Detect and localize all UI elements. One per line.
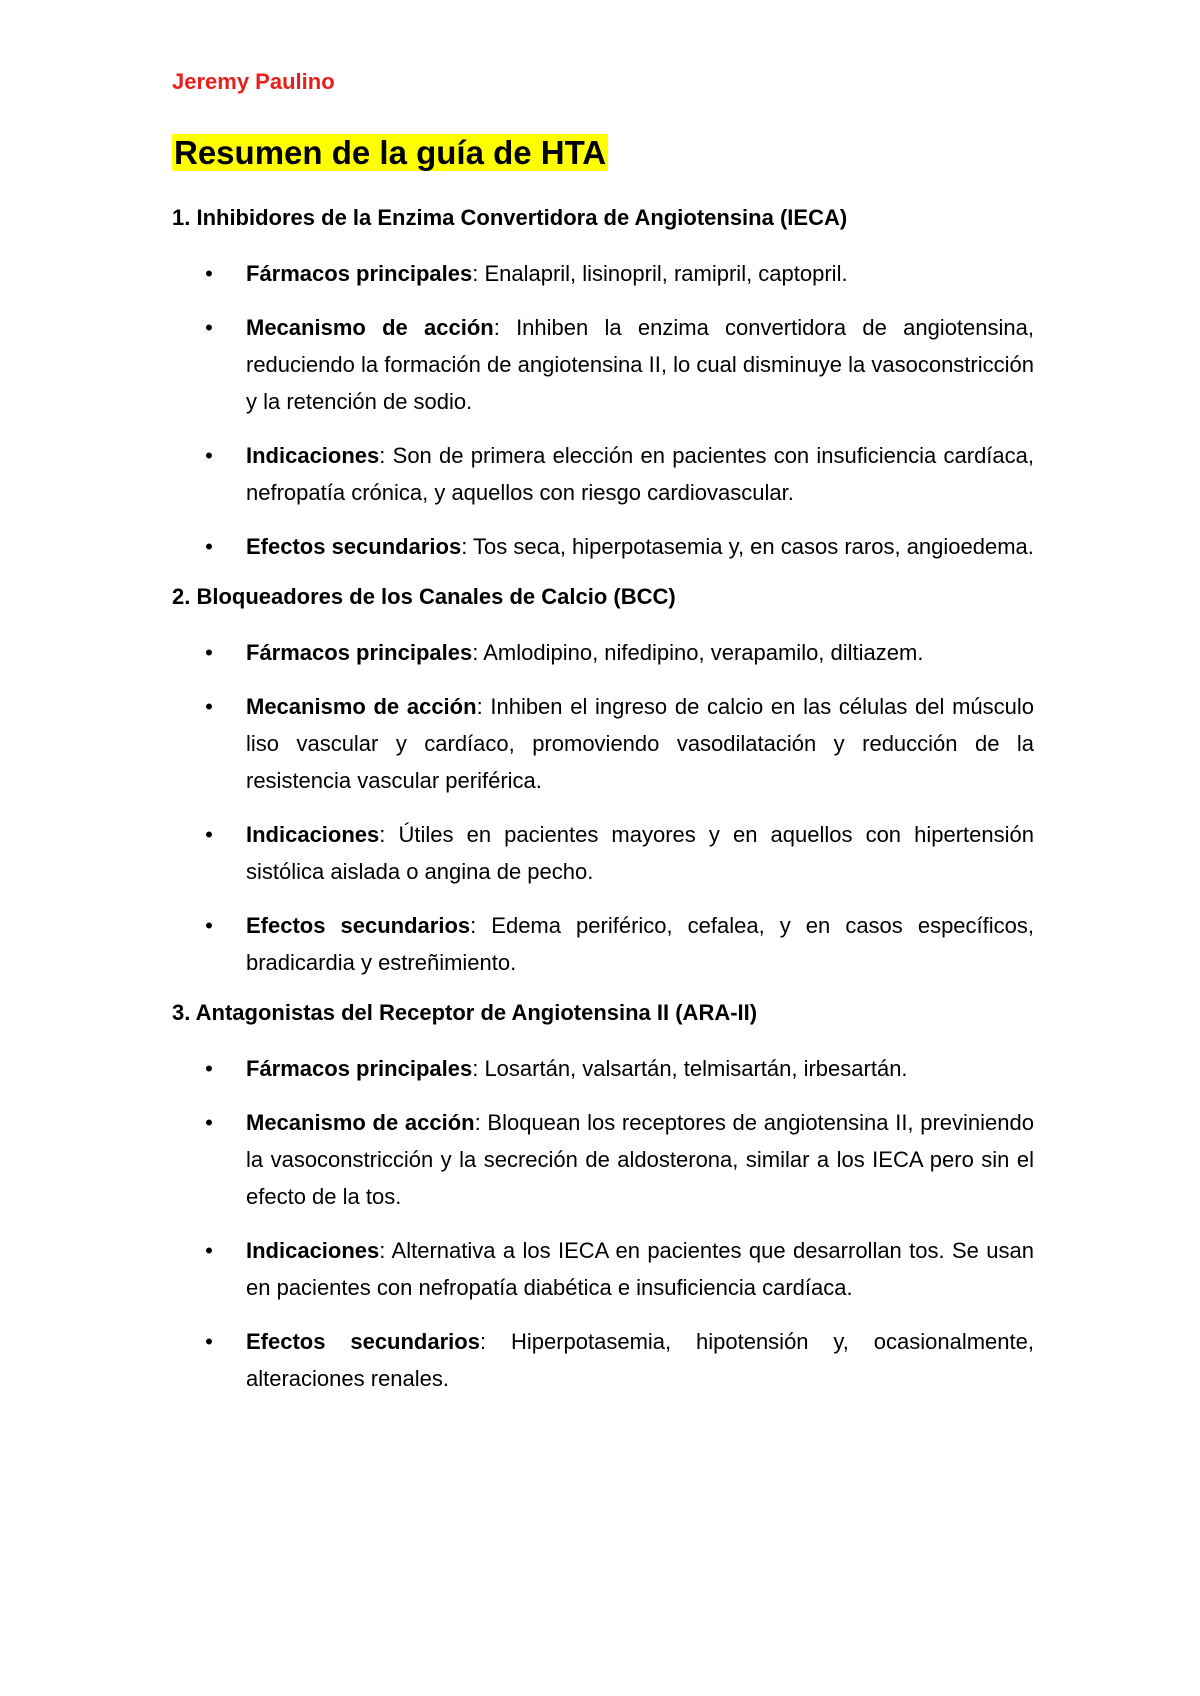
bullet-icon: • — [205, 534, 213, 559]
section-ara-ii — [172, 998, 1034, 1397]
list-item — [172, 1104, 1034, 1215]
bullet-icon: • — [205, 640, 213, 665]
section-heading: 2. Bloqueadores de los Canales de Calcio (BCC) — [172, 584, 676, 609]
item-text: : Bloquean los receptores de angiotensina II, previniendo la vasoconstricción y la secreción de aldosterona, similar a los IECA pero sin el efecto de la tos. — [246, 1110, 1034, 1209]
item-label: Indicaciones — [246, 822, 380, 847]
list-item — [172, 1050, 1034, 1087]
item-label: Efectos secundarios — [246, 1329, 480, 1354]
document-title — [172, 132, 1034, 181]
list-item — [172, 634, 1034, 671]
item-text: : Edema periférico, cefalea, y en casos específicos, bradicardia y estreñimiento. — [246, 913, 1035, 975]
bullet-list — [172, 1050, 1034, 1397]
section-heading: 3. Antagonistas del Receptor de Angiotensina II (ARA-II) — [172, 1000, 758, 1025]
list-item — [172, 1323, 1034, 1397]
item-label: Mecanismo de acción — [246, 694, 477, 719]
list-item — [172, 309, 1034, 420]
item-label: Efectos secundarios — [246, 534, 462, 559]
section-heading: 1. Inhibidores de la Enzima Convertidora de Angiotensina (IECA) — [172, 205, 848, 230]
item-label: Mecanismo de acción — [246, 1110, 475, 1135]
author-name: Jeremy Paulino — [172, 69, 335, 94]
bullet-icon: • — [205, 1056, 213, 1081]
list-item — [172, 816, 1034, 890]
section-bcc — [172, 582, 1034, 981]
item-text: : Inhiben la enzima convertidora de angiotensina, reduciendo la formación de angiotensina II, lo cual disminuye la vasoconstricción y la retención de sodio. — [246, 315, 1034, 414]
item-label: Mecanismo de acción — [246, 315, 494, 340]
item-text: : Losartán, valsartán, telmisartán, irbesartán. — [472, 1056, 908, 1081]
section-ieca — [172, 203, 1034, 565]
item-text: : Útiles en pacientes mayores y en aquellos con hipertensión sistólica aislada o angina de pecho. — [246, 822, 1034, 884]
list-item — [172, 688, 1034, 799]
item-text: : Inhiben el ingreso de calcio en las células del músculo liso vascular y cardíaco, promoviendo vasodilatación y reducción de la resistencia vascular periférica. — [246, 694, 1035, 793]
item-text: : Alternativa a los IECA en pacientes que desarrollan tos. Se usan en pacientes con nefropatía diabética e insuficiencia cardíaca. — [246, 1238, 1034, 1300]
item-label: Efectos secundarios — [246, 913, 471, 938]
bullet-icon: • — [205, 443, 213, 468]
item-text: : Amlodipino, nifedipino, verapamilo, diltiazem. — [472, 640, 924, 665]
item-text: : Enalapril, lisinopril, ramipril, captopril. — [472, 261, 848, 286]
item-label: Fármacos principales — [246, 640, 473, 665]
item-label: Indicaciones — [246, 1238, 380, 1263]
bullet-icon: • — [205, 822, 213, 847]
bullet-list — [172, 634, 1034, 981]
list-item — [172, 528, 1034, 565]
item-text: : Hiperpotasemia, hipotensión y, ocasionalmente, alteraciones renales. — [246, 1329, 1034, 1391]
list-item — [172, 255, 1034, 292]
bullet-icon: • — [205, 913, 213, 938]
bullet-icon: • — [205, 1110, 213, 1135]
bullet-icon: • — [205, 1329, 213, 1354]
document-title-text: Resumen de la guía de HTA — [174, 134, 607, 171]
list-item — [172, 1232, 1034, 1306]
list-item — [172, 437, 1034, 511]
bullet-list — [172, 255, 1034, 565]
item-text: : Tos seca, hiperpotasemia y, en casos raros, angioedema. — [461, 534, 1034, 559]
bullet-icon: • — [205, 1238, 213, 1263]
document-body — [172, 68, 1034, 1414]
bullet-icon: • — [205, 315, 213, 340]
item-label: Indicaciones — [246, 443, 380, 468]
bullet-icon: • — [205, 694, 213, 719]
bullet-icon: • — [205, 261, 213, 286]
item-text: : Son de primera elección en pacientes con insuficiencia cardíaca, nefropatía crónica, y aquellos con riesgo cardiovascular. — [246, 443, 1034, 505]
item-label: Fármacos principales — [246, 1056, 473, 1081]
list-item — [172, 907, 1034, 981]
item-label: Fármacos principales — [246, 261, 473, 286]
